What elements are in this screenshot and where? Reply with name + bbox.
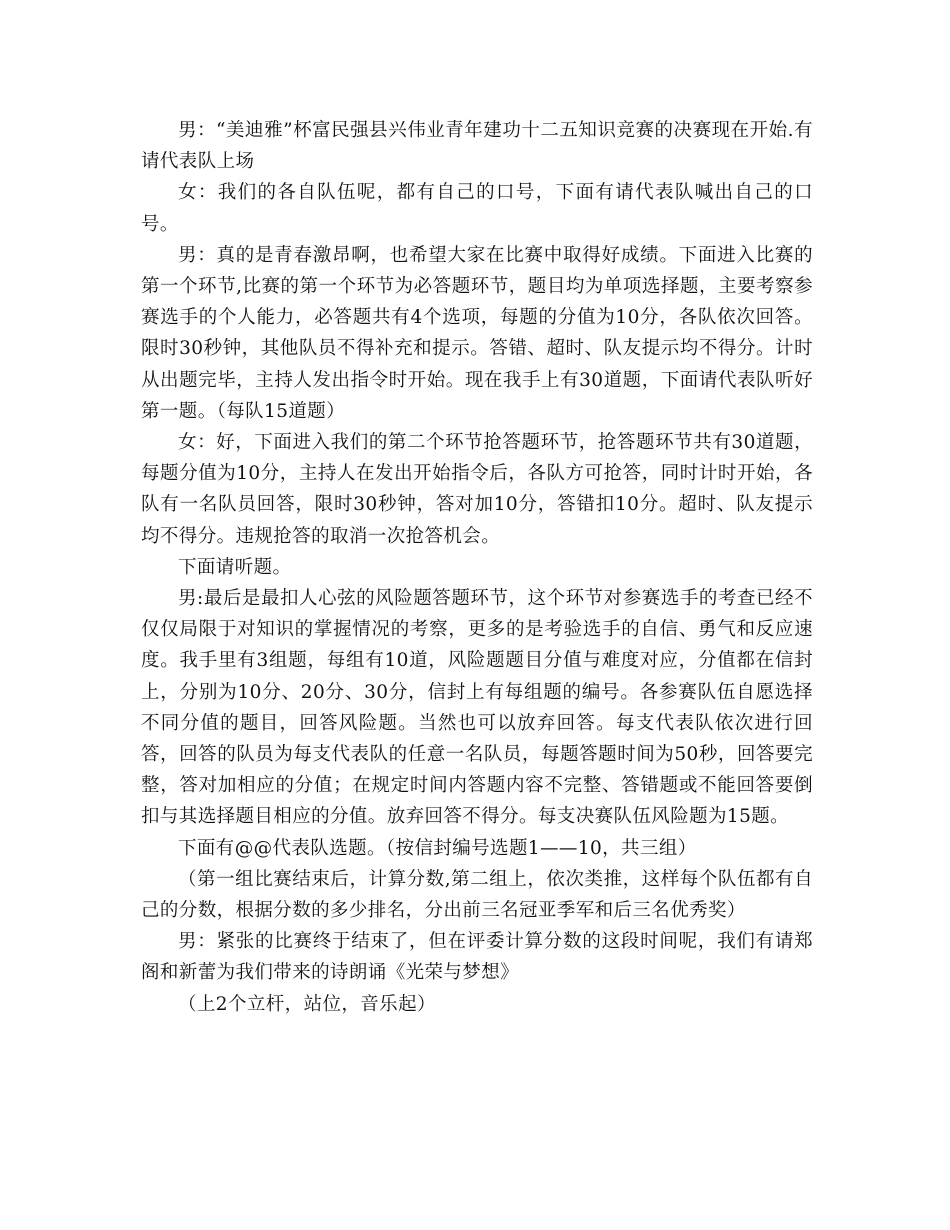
paragraph-risk-round: 男:最后是最扣人心弦的风险题答题环节，这个环节对参赛选手的考查已经不仅仅局限于对知识的掌握情况的考察，更多的是考验选手的自信、勇气和反应速度。我手里有3组题，每组有10道，风险题题目分值与难度对应，分值都在信封上，分别为10分、20分、30分，信封上有每组题的编号。各参赛队伍自愿选择不同分值的题目，回答风险题。当然也可以放弃回答。每支代表队依次进行回答，回答的队员为每支代表队的任意一名队员，每题答题时间为50秒，回答要完整，答对加相应的分值；在规定时间内答题内容不完整、答错题或不能回答要倒扣与其选择题目相应的分值。放弃回答不得分。每支决赛队伍风险题为15题。: [141, 588, 813, 828]
paragraph-buzzer-round: 女：好，下面进入我们的第二个环节抢答题环节，抢答题环节共有30道题，每题分值为10分，主持人在发出开始指令后，各队方可抢答，同时计时开始，各队有一名队员回答，限时30秒钟，答对加10分，答错扣10分。超时、队友提示均不得分。违规抢答的取消一次抢答机会。: [141, 432, 813, 547]
paragraph-team-select: 下面有@@代表队选题。（按信封编号选题1——10，共三组）: [178, 837, 697, 859]
paragraph-scoring-note: （第一组比赛结束后，计算分数,第二组上，依次类推，这样每个队伍都有自己的分数，根据分数的多少排名，分出前三名冠亚季军和后三名优秀奖）: [141, 868, 813, 922]
paragraph-stage-note: （上2个立杆，站位，音乐起）: [178, 993, 436, 1015]
paragraph-required-round: 男：真的是青春激昂啊，也希望大家在比赛中取得好成绩。下面进入比赛的第一个环节,比赛的第一个环节为必答题环节，题目均为单项选择题，主要考察参赛选手的个人能力，必答题共有4个选项，每题的分值为10分，各队依次回答。限时30秒钟，其他队员不得补充和提示。答错、超时、队友提示均不得分。计时从出题完毕，主持人发出指令时开始。现在我手上有30道题，下面请代表队听好第一题。（每队15道题）: [141, 244, 813, 422]
paragraph-opening: 男：“美迪雅”杯富民强县兴伟业青年建功十二五知识竞赛的决赛现在开始.有请代表队上场: [141, 120, 813, 173]
document-body: [141, 115, 813, 1020]
paragraph-slogans: 女：我们的各自队伍呢，都有自己的口号，下面有请代表队喊出自己的口号。: [141, 182, 813, 235]
paragraph-listen: 下面请听题。: [178, 556, 292, 578]
paragraph-closing: 男：紧张的比赛终于结束了，但在评委计算分数的这段时间呢，我们有请郑阁和新蕾为我们带来的诗朗诵《光荣与梦想》: [141, 931, 813, 984]
